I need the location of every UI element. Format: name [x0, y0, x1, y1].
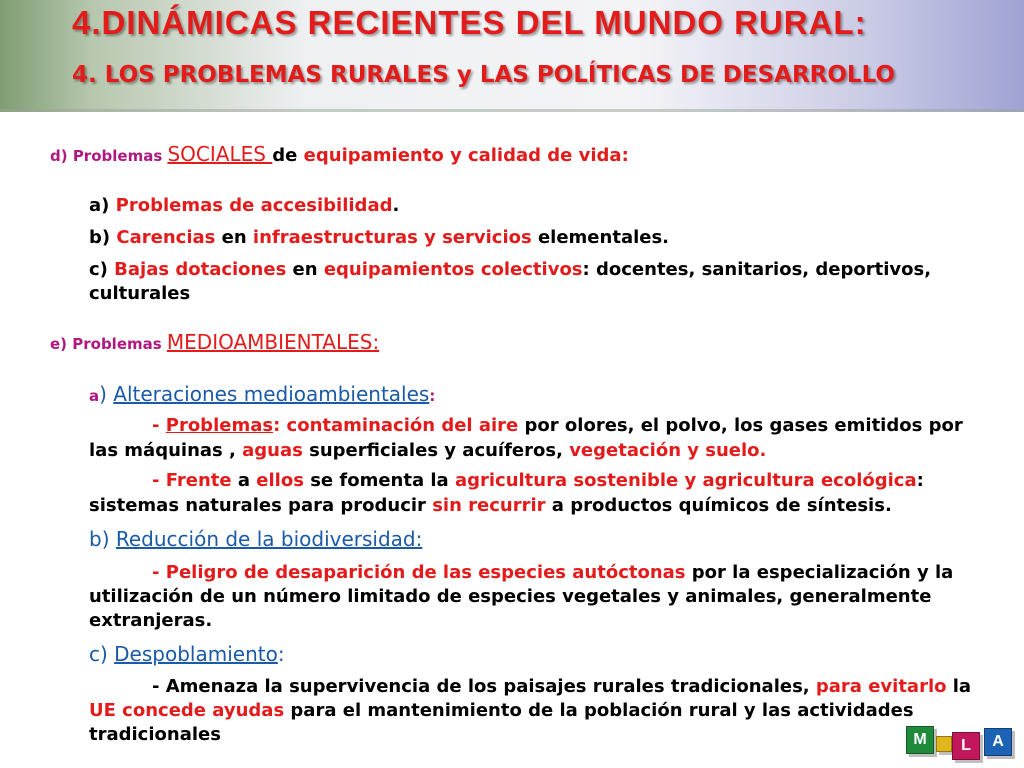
sociales-keyword: SOCIALES	[167, 142, 273, 166]
despoblamiento-line1: - Amenaza la supervivencia de los paisajes rurales tradicionales, para evitarlo la	[152, 676, 972, 697]
slide-subtitle: 4. LOS PROBLEMAS RURALES y LAS POLÍTICAS DE DESARROLLO	[72, 62, 895, 88]
alteraciones-frente-line2: sistemas naturales para producir sin recurrir a productos químicos de síntesis.	[89, 495, 892, 516]
block-small	[936, 736, 952, 752]
despoblamiento-heading: c) Despoblamiento:	[89, 642, 285, 666]
alteraciones-problemas-line2: las máquinas , aguas superficiales y acuíferos, vegetación y suelo.	[89, 440, 767, 461]
alteraciones-frente-line1: - Frente a ellos se fomenta la agricultura sostenible y agricultura ecológica:	[152, 470, 924, 491]
item-d-c-continuation: culturales	[89, 283, 191, 304]
slide-title: 4.DINÁMICAS RECIENTES DEL MUNDO RURAL:	[72, 4, 867, 41]
item-d-a: a) Problemas de accesibilidad.	[89, 195, 400, 216]
biodiversidad-line3: extranjeras.	[89, 610, 213, 631]
biodiversidad-heading: b) Reducción de la biodiversidad:	[89, 527, 423, 551]
item-d-b: b) Carencias en infraestructuras y servicios elementales.	[89, 227, 670, 248]
despoblamiento-line3: tradicionales	[89, 724, 221, 745]
block-a: A	[984, 728, 1012, 756]
despoblamiento-line2: UE concede ayudas para el mantenimiento de la población rural y las actividades	[89, 700, 914, 721]
block-m: M	[906, 726, 934, 754]
alteraciones-problemas-line1: - Problemas: contaminación del aire por olores, el polvo, los gases emitidos por	[152, 415, 963, 436]
section-d-heading: d) Problemas SOCIALES de equipamiento y calidad de vida:	[50, 142, 629, 166]
item-d-c: c) Bajas dotaciones en equipamientos colectivos: docentes, sanitarios, deportivos,	[89, 259, 932, 280]
biodiversidad-line2: utilización de un número limitado de especies vegetales y animales, generalmente	[89, 586, 932, 607]
biodiversidad-line1: - Peligro de desaparición de las especies autóctonas por la especialización y la	[152, 562, 954, 583]
alteraciones-heading: a) Alteraciones medioambientales:	[89, 382, 436, 406]
letter-blocks-logo	[900, 722, 1018, 764]
section-e-heading: e) Problemas MEDIOAMBIENTALES:	[50, 330, 380, 354]
medioambientales-keyword: MEDIOAMBIENTALES:	[166, 330, 380, 354]
slide-header	[0, 0, 1024, 112]
block-l: L	[952, 732, 980, 760]
